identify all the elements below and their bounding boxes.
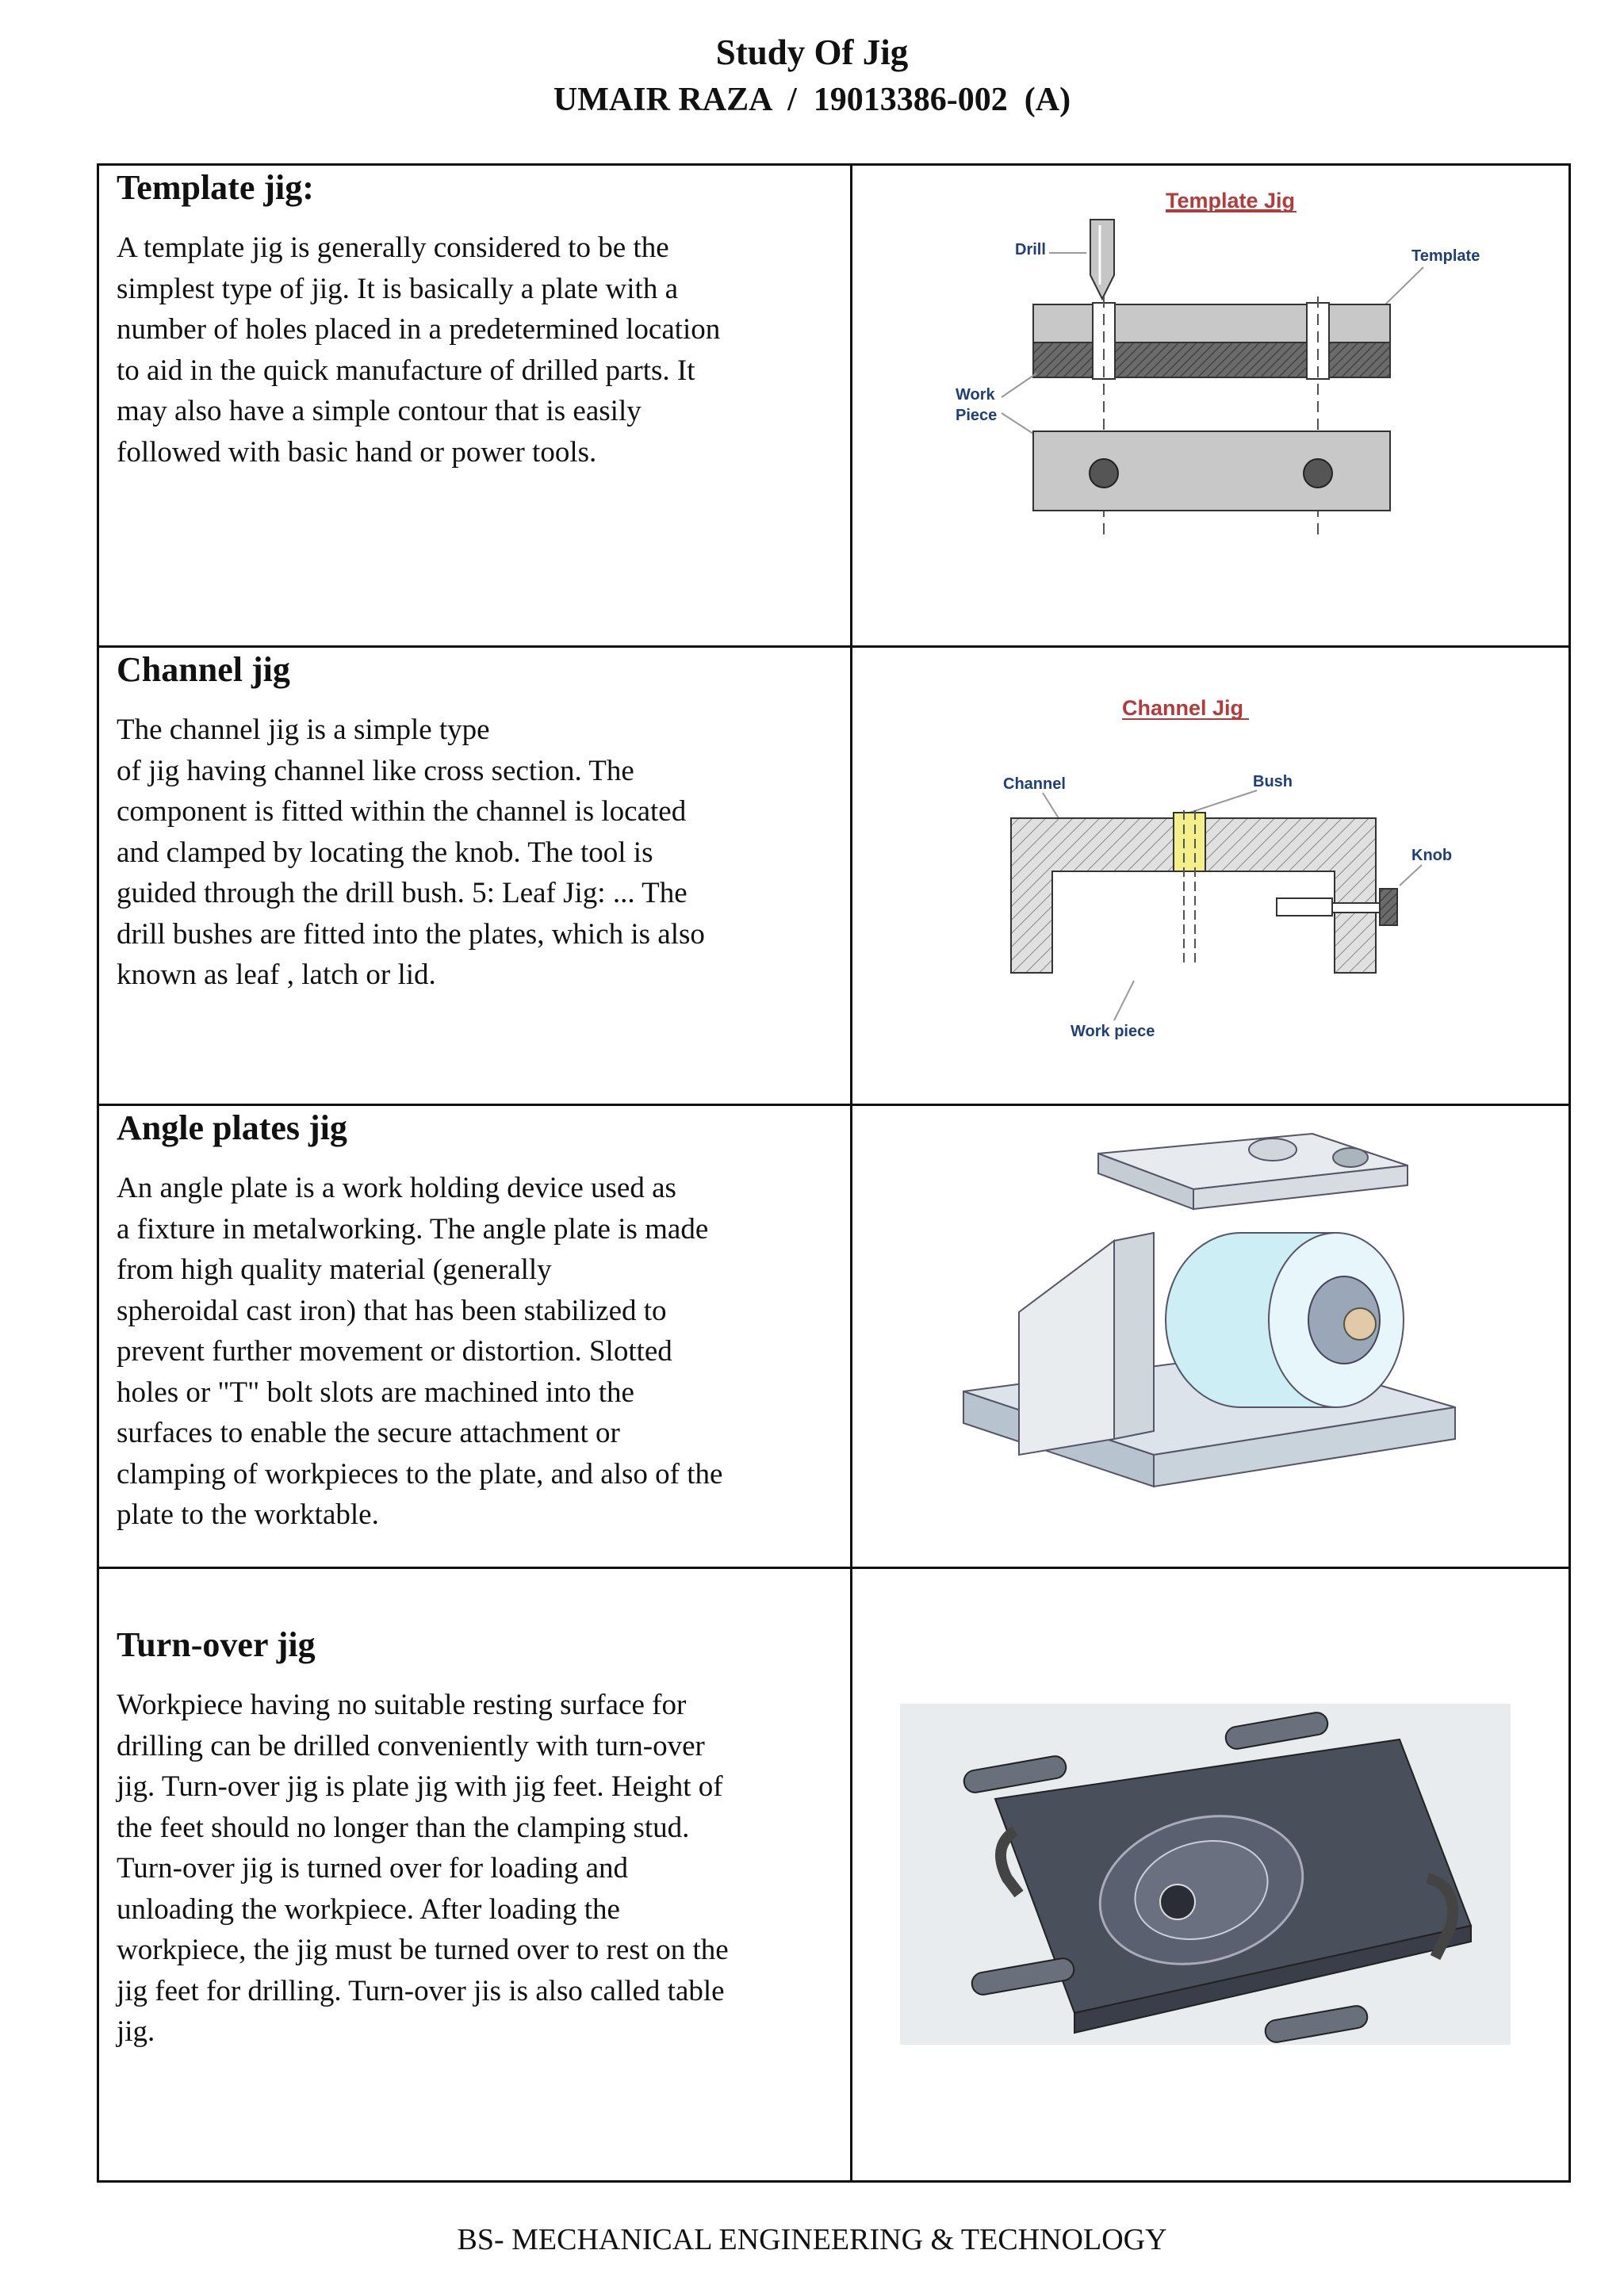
table-row-channel-jig bbox=[98, 647, 1570, 1105]
jig-heading: Turn-over jig bbox=[117, 1625, 316, 1664]
figure-title: Template Jig bbox=[1166, 189, 1296, 212]
text-cell bbox=[98, 1105, 852, 1568]
drill-bit-icon bbox=[1090, 220, 1114, 299]
table-row-template-jig bbox=[98, 165, 1570, 647]
table-row-angle-plates-jig bbox=[98, 1105, 1570, 1568]
drill-label: Drill bbox=[1015, 241, 1046, 258]
figure-cell bbox=[852, 1568, 1570, 2182]
author-line: UMAIR RAZA / 19013386-002 (A) bbox=[553, 82, 1071, 118]
jig-description: An angle plate is a work holding device used as a fixture in metalworking. The angle plate is made from high quality material (generally spheroidal cast iron) that has been stabilized to prevent further movement or distortion. Slotted holes or "T" bolt slots are machined into the surfaces to enable the secure attachment or clamping of workpieces to the plate, and also of the plate to the worktable. bbox=[117, 1172, 723, 1531]
template-label: Template bbox=[1411, 247, 1480, 265]
jig-heading: Channel jig bbox=[117, 650, 290, 689]
page-header bbox=[0, 29, 1624, 124]
channel-label: Channel bbox=[1003, 775, 1066, 793]
text-cell bbox=[98, 1568, 852, 2182]
bush-label: Bush bbox=[1253, 773, 1293, 790]
table-row-turn-over-jig bbox=[98, 1568, 1570, 2182]
work-piece-label: Work piece bbox=[1071, 1023, 1155, 1040]
channel-jig-diagram bbox=[852, 648, 1568, 1100]
figure-cell bbox=[852, 1105, 1570, 1568]
page-footer: BS- MECHANICAL ENGINEERING & TECHNOLOGY bbox=[457, 2223, 1167, 2256]
jig-description: A template jig is generally considered to be the simplest type of jig. It is basically a plate with a number of holes placed in a predetermined location to aid in the quick manufacture of drilled parts. It may also have a simple contour that is easily followed with basic hand or power tools. bbox=[117, 232, 721, 469]
drill-bush bbox=[1174, 813, 1205, 871]
figure-cell bbox=[852, 165, 1570, 647]
template-plate bbox=[1033, 304, 1390, 342]
knob-icon bbox=[1380, 889, 1397, 925]
text-cell bbox=[98, 165, 852, 647]
work-label: Work bbox=[956, 386, 995, 404]
document-title: Study Of Jig bbox=[715, 33, 909, 72]
jig-heading: Angle plates jig bbox=[117, 1108, 347, 1147]
figure-title: Channel Jig bbox=[1122, 696, 1244, 720]
turn-over-jig-illustration bbox=[852, 1569, 1568, 2176]
text-cell bbox=[98, 647, 852, 1105]
nut-icon bbox=[1344, 1308, 1376, 1340]
angle-plate-jig-illustration bbox=[852, 1106, 1568, 1563]
jig-description: The channel jig is a simple type of jig having channel like cross section. The component is fitted within the channel is located and clamped by locating the knob. The tool is guided through the drill bush. 5: Leaf Jig: ... The drill bushes are fitted into the plates, which is also known as leaf , latch or lid. bbox=[117, 714, 705, 991]
jig-heading: Template jig: bbox=[117, 168, 314, 207]
figure-cell bbox=[852, 647, 1570, 1105]
template-jig-diagram bbox=[852, 166, 1568, 641]
piece-label: Piece bbox=[956, 407, 998, 424]
jig-table bbox=[97, 163, 1571, 2183]
clamp-icon bbox=[1160, 1885, 1195, 1919]
work-piece bbox=[1033, 431, 1390, 511]
jig-description: Workpiece having no suitable resting surface for drilling can be drilled conveniently with turn-over jig. Turn-over jig is plate jig with jig feet. Height of the feet should no longer than the clamping stud. Turn-over jig is turned over for loading and unloading the workpiece. After loading the workpiece, the jig must be turned over to rest on the jig feet for drilling. Turn-over jis is also called table jig. bbox=[117, 1689, 729, 2048]
knob-label: Knob bbox=[1411, 847, 1453, 864]
